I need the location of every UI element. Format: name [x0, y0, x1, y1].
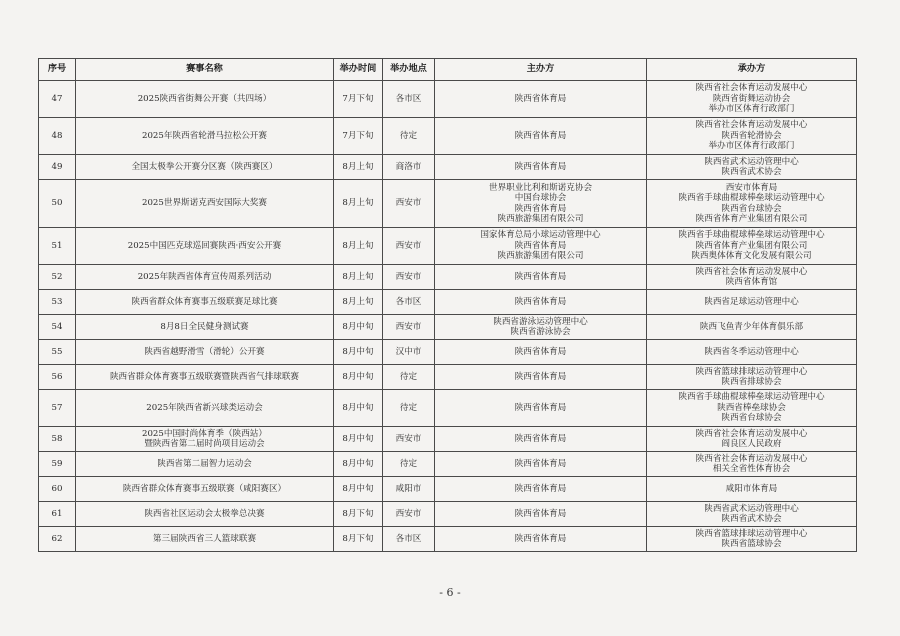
- cell-organizer-line: 陕西省手球曲棍球棒垒球运动管理中心: [678, 230, 825, 241]
- cell-event-name-line: 全国太极拳公开赛分区赛（陕西赛区）: [131, 161, 278, 172]
- cell-event-name-line: 2025中国时尚体育季（陕西站）: [142, 428, 267, 439]
- cell-host-line: 陕西省体育局: [514, 483, 567, 494]
- cell-time: 8月下旬: [334, 527, 383, 552]
- cell-no: 54: [39, 315, 76, 340]
- cell-host-line: 陕西省游泳协会: [510, 327, 571, 337]
- events-table: [38, 58, 857, 552]
- header-cell-organizer: 承办方: [647, 59, 857, 81]
- cell-organizer: [647, 340, 857, 365]
- cell-organizer-line: 陕西省体育馆: [725, 277, 778, 287]
- header-cell-time: 举办时间: [334, 59, 383, 81]
- cell-organizer-line: 陕西省体育产业集团有限公司: [695, 240, 808, 251]
- cell-no: 51: [39, 228, 76, 265]
- cell-place: 待定: [383, 390, 435, 427]
- cell-place: 西安市: [383, 502, 435, 527]
- cell-event-name-line: 陕西省群众体育赛事五级联赛足球比赛: [131, 296, 278, 307]
- cell-organizer: [647, 427, 857, 452]
- cell-organizer-line: 陕西省台球协会: [721, 203, 782, 214]
- cell-organizer-line: 陕西省街舞运动协会: [712, 93, 791, 104]
- cell-organizer: [647, 527, 857, 552]
- cell-no: 53: [39, 290, 76, 315]
- header-cell-host: 主办方: [435, 59, 647, 81]
- cell-host: [435, 228, 647, 265]
- cell-host: [435, 118, 647, 155]
- table-row: [39, 290, 857, 315]
- cell-event-name-line: 2025年陕西省轮滑马拉松公开赛: [142, 130, 267, 141]
- cell-no: 57: [39, 390, 76, 427]
- cell-organizer-line: 西安市体育局: [725, 182, 778, 193]
- table-row: [39, 180, 857, 228]
- cell-event-name: [76, 502, 334, 527]
- cell-event-name-line: 暨陕西省第二届时尚项目运动会: [144, 439, 265, 449]
- cell-event-name: [76, 118, 334, 155]
- cell-time: 8月中旬: [334, 390, 383, 427]
- cell-no: 55: [39, 340, 76, 365]
- table-row: [39, 315, 857, 340]
- cell-place: 咸阳市: [383, 477, 435, 502]
- cell-no: 56: [39, 365, 76, 390]
- cell-host-line: 陕西旅游集团有限公司: [497, 213, 584, 224]
- cell-organizer-line: 陕西省体育产业集团有限公司: [695, 213, 808, 224]
- cell-organizer-line: 陕西省社会体育运动发展中心: [695, 266, 808, 277]
- cell-host-line: 陕西省体育局: [514, 433, 567, 444]
- cell-organizer: [647, 390, 857, 427]
- cell-event-name-line: 陕西省群众体育赛事五级联赛暨陕西省气排球联赛: [109, 371, 300, 382]
- cell-host: [435, 365, 647, 390]
- cell-place: 西安市: [383, 427, 435, 452]
- cell-event-name-line: 2025年陕西省体育宣传周系列活动: [137, 271, 272, 282]
- cell-event-name-line: 2025世界斯诺克西安国际大奖赛: [142, 198, 267, 209]
- cell-event-name: [76, 265, 334, 290]
- cell-host-line: 中国台球协会: [514, 193, 567, 204]
- cell-organizer-line: 举办市区体育行政部门: [708, 141, 795, 152]
- cell-no: 47: [39, 81, 76, 118]
- table-row: [39, 155, 857, 180]
- table-row: [39, 228, 857, 265]
- cell-time: 8月中旬: [334, 340, 383, 365]
- cell-host-line: 陕西省体育局: [514, 203, 567, 214]
- cell-event-name-line: 8月8日全民健身测试赛: [160, 321, 249, 332]
- cell-host: [435, 315, 647, 340]
- cell-organizer: [647, 155, 857, 180]
- cell-organizer: [647, 365, 857, 390]
- cell-event-name: [76, 477, 334, 502]
- cell-time: 8月上旬: [334, 155, 383, 180]
- cell-event-name: [76, 427, 334, 452]
- cell-organizer-line: 陕西飞鱼青少年体育俱乐部: [699, 321, 804, 332]
- cell-no: 62: [39, 527, 76, 552]
- cell-organizer-line: 陕西省社会体育运动发展中心: [695, 83, 808, 94]
- cell-event-name: [76, 155, 334, 180]
- cell-host-line: 陕西省体育局: [514, 533, 567, 544]
- table-row: [39, 502, 857, 527]
- cell-organizer-line: 陕西省篮球排球运动管理中心: [695, 528, 808, 539]
- cell-place: 待定: [383, 365, 435, 390]
- cell-organizer: [647, 477, 857, 502]
- cell-host: [435, 452, 647, 477]
- cell-place: 各市区: [383, 290, 435, 315]
- cell-event-name: [76, 340, 334, 365]
- cell-host-line: 国家体育总局小球运动管理中心: [480, 230, 601, 241]
- table-row: [39, 118, 857, 155]
- cell-place: 商洛市: [383, 155, 435, 180]
- cell-event-name-line: 陕西省群众体育赛事五级联赛（咸阳赛区）: [122, 483, 287, 494]
- cell-time: 8月下旬: [334, 502, 383, 527]
- table-row: [39, 527, 857, 552]
- table-row: [39, 365, 857, 390]
- cell-host-line: 陕西省体育局: [514, 371, 567, 382]
- table-row: [39, 477, 857, 502]
- header-cell-no: 序号: [39, 59, 76, 81]
- cell-event-name-line: 陕西省第二届智力运动会: [157, 458, 252, 469]
- cell-organizer: [647, 81, 857, 118]
- cell-place: 各市区: [383, 81, 435, 118]
- cell-no: 52: [39, 265, 76, 290]
- cell-organizer-line: 咸阳市体育局: [725, 483, 778, 494]
- cell-event-name-line: 陕西省社区运动会太极拳总决赛: [144, 508, 265, 519]
- cell-organizer: [647, 180, 857, 228]
- cell-host: [435, 527, 647, 552]
- cell-event-name: [76, 180, 334, 228]
- cell-organizer-line: 陕西省篮球协会: [721, 539, 782, 549]
- cell-time: 8月中旬: [334, 365, 383, 390]
- cell-time: 8月上旬: [334, 265, 383, 290]
- cell-host: [435, 390, 647, 427]
- cell-time: 8月上旬: [334, 290, 383, 315]
- cell-organizer-line: 相关全省性体育协会: [712, 464, 791, 474]
- cell-time: 7月下旬: [334, 81, 383, 118]
- cell-event-name-line: 2025年陕西省新兴球类运动会: [146, 402, 263, 413]
- table-row: [39, 265, 857, 290]
- cell-place: 待定: [383, 118, 435, 155]
- cell-organizer-line: 陕西省武术协会: [721, 514, 782, 524]
- cell-place: 西安市: [383, 265, 435, 290]
- cell-no: 50: [39, 180, 76, 228]
- cell-no: 48: [39, 118, 76, 155]
- cell-host: [435, 290, 647, 315]
- cell-place: 各市区: [383, 527, 435, 552]
- table-header-row: [39, 59, 857, 81]
- cell-host-line: 陕西省体育局: [514, 130, 567, 141]
- cell-organizer: [647, 290, 857, 315]
- table-row: [39, 390, 857, 427]
- cell-organizer-line: 陕西省社会体育运动发展中心: [695, 428, 808, 439]
- cell-no: 49: [39, 155, 76, 180]
- cell-event-name-line: 2025中国匹克球巡回赛陕西·西安公开赛: [127, 240, 282, 251]
- cell-host: [435, 340, 647, 365]
- cell-host: [435, 427, 647, 452]
- cell-event-name: [76, 228, 334, 265]
- table-row: [39, 427, 857, 452]
- cell-no: 58: [39, 427, 76, 452]
- cell-organizer-line: 阎良区人民政府: [721, 439, 782, 449]
- cell-time: 8月上旬: [334, 228, 383, 265]
- table-row: [39, 340, 857, 365]
- table-row: [39, 81, 857, 118]
- cell-organizer-line: 陕西省轮滑协会: [721, 130, 782, 141]
- header-cell-place: 举办地点: [383, 59, 435, 81]
- cell-host: [435, 155, 647, 180]
- cell-host-line: 陕西省游泳运动管理中心: [493, 316, 588, 327]
- cell-organizer-line: 陕西省冬季运动管理中心: [704, 346, 799, 357]
- cell-organizer-line: 陕西省手球曲棍球棒垒球运动管理中心: [678, 392, 825, 403]
- cell-no: 61: [39, 502, 76, 527]
- cell-organizer-line: 陕西省棒垒球协会: [717, 402, 786, 413]
- table-row: [39, 452, 857, 477]
- cell-organizer: [647, 315, 857, 340]
- cell-organizer-line: 陕西奥体体育文化发展有限公司: [691, 251, 812, 262]
- cell-host-line: 陕西省体育局: [514, 240, 567, 251]
- cell-time: 7月下旬: [334, 118, 383, 155]
- cell-organizer-line: 陕西省武术运动管理中心: [704, 503, 799, 514]
- header-cell-name: 赛事名称: [76, 59, 334, 81]
- cell-event-name: [76, 527, 334, 552]
- cell-organizer-line: 陕西省台球协会: [721, 413, 782, 424]
- cell-host: [435, 502, 647, 527]
- document-page: [38, 58, 856, 552]
- cell-event-name: [76, 290, 334, 315]
- cell-host-line: 陕西省体育局: [514, 346, 567, 357]
- cell-host-line: 世界职业比利和斯诺克协会: [488, 182, 593, 193]
- cell-time: 8月中旬: [334, 315, 383, 340]
- cell-host: [435, 477, 647, 502]
- cell-organizer-line: 陕西省足球运动管理中心: [704, 296, 799, 307]
- cell-host-line: 陕西旅游集团有限公司: [497, 251, 584, 262]
- cell-place: 待定: [383, 452, 435, 477]
- cell-organizer-line: 陕西省武术运动管理中心: [704, 156, 799, 167]
- page-number: - 6 -: [439, 586, 461, 599]
- cell-no: 59: [39, 452, 76, 477]
- cell-place: 西安市: [383, 315, 435, 340]
- cell-place: 西安市: [383, 180, 435, 228]
- cell-organizer-line: 陕西省篮球排球运动管理中心: [695, 366, 808, 377]
- cell-organizer-line: 陕西省排球协会: [721, 377, 782, 387]
- cell-event-name: [76, 81, 334, 118]
- cell-host: [435, 180, 647, 228]
- cell-event-name: [76, 315, 334, 340]
- cell-host-line: 陕西省体育局: [514, 271, 567, 282]
- cell-event-name: [76, 452, 334, 477]
- cell-organizer: [647, 502, 857, 527]
- cell-host-line: 陕西省体育局: [514, 161, 567, 172]
- cell-event-name-line: 陕西省越野滑雪（滑轮）公开赛: [144, 346, 265, 357]
- cell-organizer-line: 举办市区体育行政部门: [708, 104, 795, 115]
- cell-organizer-line: 陕西省武术协会: [721, 167, 782, 177]
- cell-time: 8月中旬: [334, 427, 383, 452]
- cell-host-line: 陕西省体育局: [514, 458, 567, 469]
- cell-time: 8月中旬: [334, 477, 383, 502]
- cell-time: 8月上旬: [334, 180, 383, 228]
- cell-event-name: [76, 390, 334, 427]
- cell-organizer-line: 陕西省手球曲棍球棒垒球运动管理中心: [678, 193, 825, 204]
- cell-host-line: 陕西省体育局: [514, 508, 567, 519]
- cell-organizer: [647, 265, 857, 290]
- cell-time: 8月中旬: [334, 452, 383, 477]
- cell-event-name-line: 2025陕西省街舞公开赛（共四场）: [137, 93, 272, 104]
- cell-organizer: [647, 118, 857, 155]
- cell-organizer: [647, 452, 857, 477]
- cell-host: [435, 81, 647, 118]
- table-body: [39, 81, 857, 552]
- cell-organizer: [647, 228, 857, 265]
- cell-organizer-line: 陕西省社会体育运动发展中心: [695, 453, 808, 464]
- cell-event-name: [76, 365, 334, 390]
- cell-place: 西安市: [383, 228, 435, 265]
- cell-host-line: 陕西省体育局: [514, 296, 567, 307]
- cell-host-line: 陕西省体育局: [514, 93, 567, 104]
- cell-place: 汉中市: [383, 340, 435, 365]
- cell-event-name-line: 第三届陕西省三人篮球联赛: [152, 533, 257, 544]
- cell-host-line: 陕西省体育局: [514, 402, 567, 413]
- cell-organizer-line: 陕西省社会体育运动发展中心: [695, 120, 808, 131]
- cell-host: [435, 265, 647, 290]
- cell-no: 60: [39, 477, 76, 502]
